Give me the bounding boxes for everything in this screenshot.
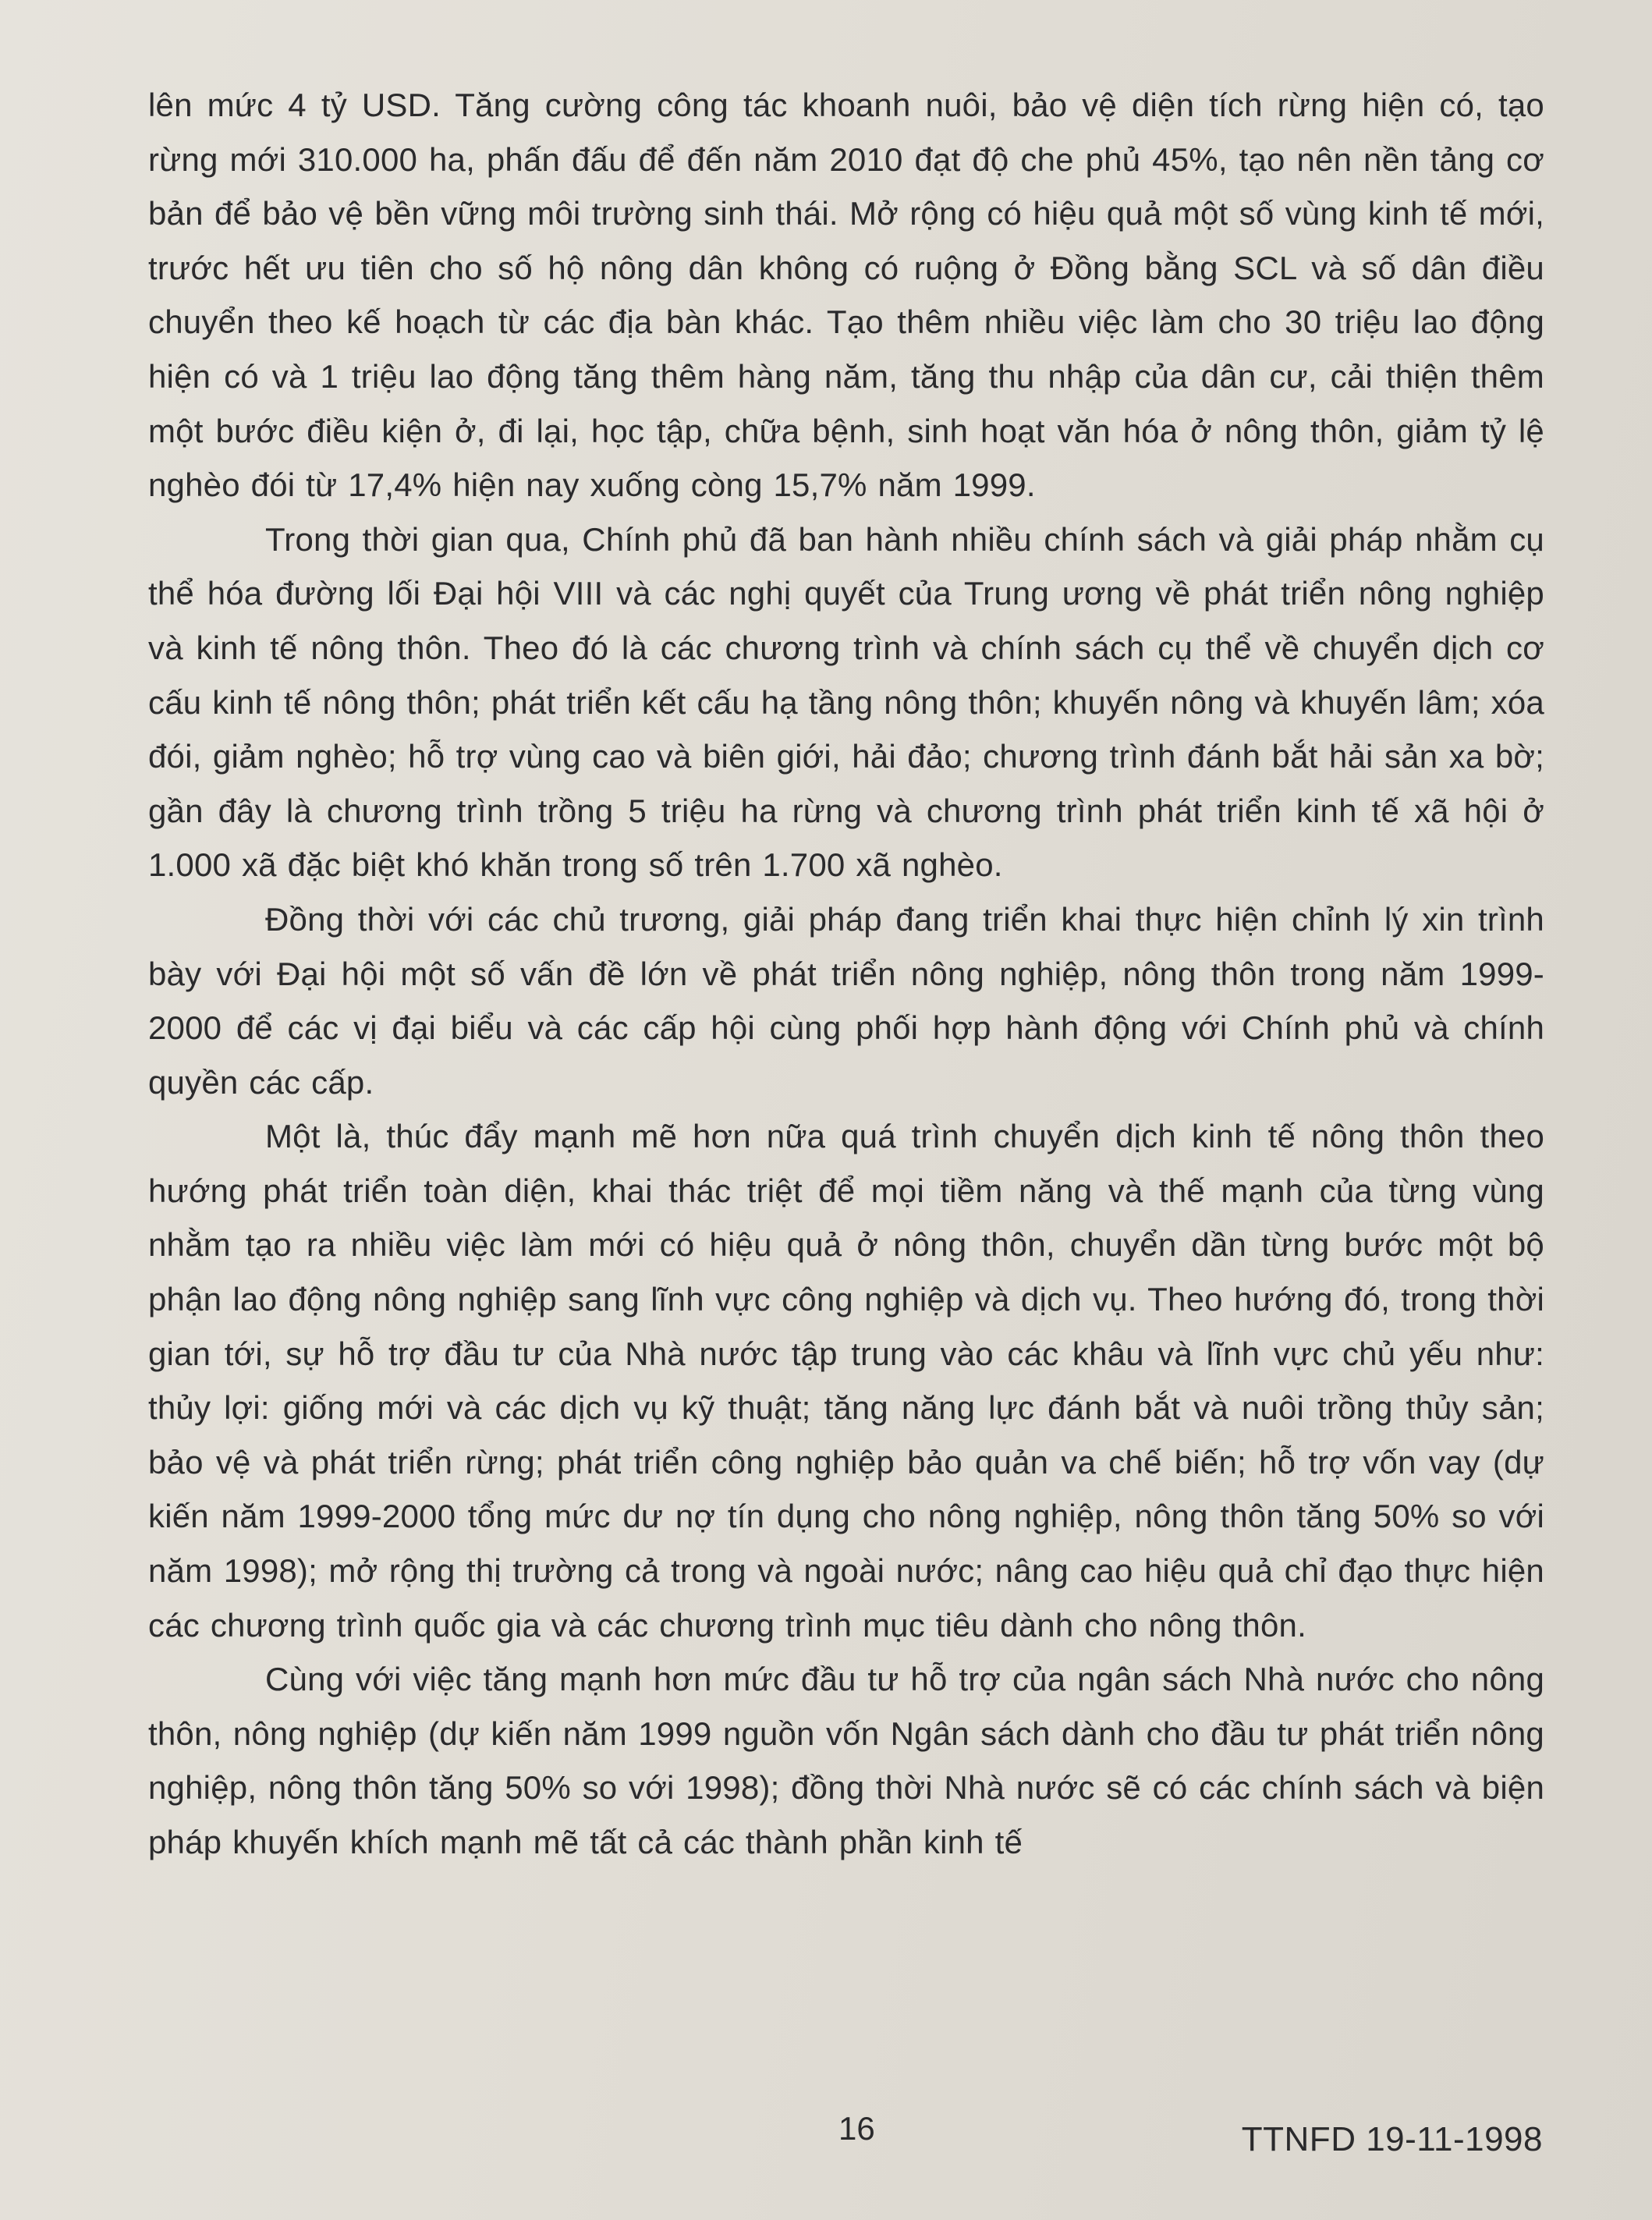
paragraph-5: Cùng với việc tăng mạnh hơn mức đầu tư hỗ trợ của ngân sách Nhà nước cho nông thôn, nông nghiệp (dự kiến năm 1999 nguồn vốn Ngân sách dành cho đầu tư phát triển nông nghiệp, nông thôn tăng 50% so với 1998); đồng thời Nhà nước sẽ có các chính sách và biện pháp khuyến khích mạnh mẽ tất cả các thành phần kinh tế [148,1661,1544,1860]
paragraph-1: lên mức 4 tỷ USD. Tăng cường công tác khoanh nuôi, bảo vệ diện tích rừng hiện có, tạo rừng mới 310.000 ha, phấn đấu để đến năm 2010 đạt độ che phủ 45%, tạo nên nền tảng cơ bản để bảo vệ bền vững môi trường sinh thái. Mở rộng có hiệu quả một số vùng kinh tế mới, trước hết ưu tiên cho số hộ nông dân không có ruộng ở Đồng bằng SCL và số dân điều chuyển theo kế hoạch từ các địa bàn khác. Tạo thêm nhiều việc làm cho 30 triệu lao động hiện có và 1 triệu lao động tăng thêm hàng năm, tăng thu nhập của dân cư, cải thiện thêm một bước điều kiện ở, đi lại, học tập, chữa bệnh, sinh hoạt văn hóa ở nông thôn, giảm tỷ lệ nghèo đói từ 17,4% hiện nay xuống còng 15,7% năm 1999. [148,87,1544,504]
body-text [148,78,1544,1870]
document-code: TTNFD 19-11-1998 [1241,2120,1543,2158]
paragraph-4: Một là, thúc đẩy mạnh mẽ hơn nữa quá trình chuyển dịch kinh tế nông thôn theo hướng phát triển toàn diện, khai thác triệt để mọi tiềm năng và thế mạnh của từng vùng nhằm tạo ra nhiều việc làm mới có hiệu quả ở nông thôn, chuyển dần từng bước một bộ phận lao động nông nghiệp sang lĩnh vực công nghiệp và dịch vụ. Theo hướng đó, trong thời gian tới, sự hỗ trợ đầu tư của Nhà nước tập trung vào các khâu và lĩnh vực chủ yếu như: thủy lợi: giống mới và các dịch vụ kỹ thuật; tăng năng lực đánh bắt và nuôi trồng thủy sản; bảo vệ và phát triển rừng; phát triển công nghiệp bảo quản va chế biến; hỗ trợ vốn vay (dự kiến năm 1999-2000 tổng mức dư nợ tín dụng cho nông nghiệp, nông thôn tăng 50% so với năm 1998); mở rộng thị trường cả trong và ngoài nước; nâng cao hiệu quả chỉ đạo thực hiện các chương trình quốc gia và các chương trình mục tiêu dành cho nông thôn. [148,1118,1544,1644]
page-number: 16 [838,2110,875,2147]
paragraph-3: Đồng thời với các chủ trương, giải pháp đang triển khai thực hiện chỉnh lý xin trình bày với Đại hội một số vấn đề lớn về phát triển nông nghiệp, nông thôn trong năm 1999-2000 để các vị đại biểu và các cấp hội cùng phối hợp hành động với Chính phủ và chính quyền các cấp. [148,900,1544,1101]
paragraph-2: Trong thời gian qua, Chính phủ đã ban hành nhiều chính sách và giải pháp nhằm cụ thể hóa đường lối Đại hội VIII và các nghị quyết của Trung ương về phát triển nông nghiệp và kinh tế nông thôn. Theo đó là các chương trình và chính sách cụ thể về chuyển dịch cơ cấu kinh tế nông thôn; phát triển kết cấu hạ tầng nông thôn; khuyến nông và khuyến lâm; xóa đói, giảm nghèo; hỗ trợ vùng cao và biên giới, hải đảo; chương trình đánh bắt hải sản xa bờ; gần đây là chương trình trồng 5 triệu ha rừng và chương trình phát triển kinh tế xã hội ở 1.000 xã đặc biệt khó khăn trong số trên 1.700 xã nghèo. [148,520,1544,884]
